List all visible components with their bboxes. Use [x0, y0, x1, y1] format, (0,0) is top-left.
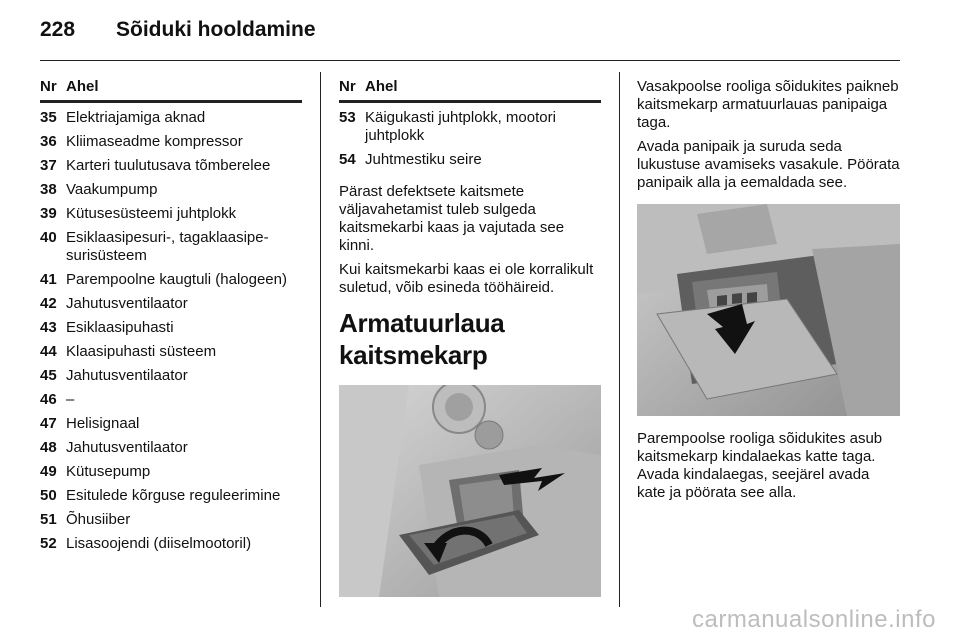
fuse-circuit: Käigukasti juhtplokk, mootori juhtplokk	[365, 109, 556, 144]
fuse-number: 37	[40, 157, 57, 174]
fuse-circuit: Parempoolne kaugtuli (halogeen)	[66, 271, 287, 288]
table-row	[40, 271, 302, 289]
table-row	[40, 367, 302, 385]
fuse-number: 42	[40, 295, 57, 312]
fuse-circuit: Klaasipuhasti süsteem	[66, 343, 217, 360]
fuse-number: 45	[40, 367, 57, 384]
table-row	[40, 157, 302, 175]
column-divider	[320, 72, 321, 607]
fuse-circuit: Esiklaasipesuri-, tagaklaasipesurisüsteem	[66, 229, 269, 264]
fuse-number: 43	[40, 319, 57, 336]
paragraph: Parempoolse rooliga sõidukites asub kaitsmekarp kindalaekas katte taga. Avada kindalaegas, seejärel avada kate ja pöörata see alla.	[637, 430, 883, 501]
fuse-number: 38	[40, 181, 57, 198]
table-header	[339, 78, 601, 103]
column-3	[637, 78, 900, 508]
header-rule	[40, 60, 900, 61]
fuse-number: 36	[40, 133, 57, 150]
table-row	[40, 133, 302, 151]
fuse-circuit: Jahutusventilaator	[66, 367, 188, 384]
header-ahel: Ahel	[66, 78, 99, 95]
fuse-number: 46	[40, 391, 57, 408]
paragraph: Avada panipaik ja suruda seda lukustuse avamiseks vasakule. Pöörata panipaik alla ja eemaldada see.	[637, 138, 900, 191]
fuse-circuit: Helisignaal	[66, 415, 140, 432]
watermark: carmanualsonline.info	[692, 606, 936, 633]
fuse-circuit: Õhusiiber	[66, 511, 131, 528]
section-title: Armatuurlaua kaitsmekarp	[339, 308, 505, 370]
fuse-number: 40	[40, 229, 57, 246]
table-row	[40, 487, 302, 505]
paragraph: Pärast defektsete kaitsmete väljavahetamist tuleb sulgeda kaitsmekarbi kaas ja vajutada see kinni.	[339, 183, 565, 254]
table-row	[339, 109, 601, 145]
table-row	[40, 205, 302, 223]
fuse-circuit: Karteri tuulutusava tõmberelee	[66, 157, 271, 174]
fuse-circuit: Kliimaseadme kompressor	[66, 133, 243, 150]
header-ahel: Ahel	[365, 78, 398, 95]
fuse-circuit: Jahutusventilaator	[66, 295, 188, 312]
fuse-number: 35	[40, 109, 57, 126]
fuse-number: 53	[339, 109, 356, 126]
fuse-circuit: Esitulede kõrguse reguleerimine	[66, 487, 281, 504]
figure-dashboard-fusebox-lhd	[339, 385, 601, 597]
fuse-circuit: Juhtmestiku seire	[365, 151, 482, 168]
header-nr: Nr	[40, 78, 57, 95]
fuse-number: 52	[40, 535, 57, 552]
table-row	[40, 463, 302, 481]
fuse-circuit: Vaakumpump	[66, 181, 158, 198]
fuse-number: 51	[40, 511, 57, 528]
table-row	[339, 151, 601, 169]
table-row	[40, 109, 302, 127]
table-row	[40, 439, 302, 457]
figure-storage-compartment-removal	[637, 204, 900, 416]
paragraph: Kui kaitsmekarbi kaas ei ole korralikult suletud, võib esineda tööhäireid.	[339, 261, 594, 296]
fuse-circuit: Kütusepump	[66, 463, 151, 480]
fuse-number: 54	[339, 151, 356, 168]
fuse-number: 48	[40, 439, 57, 456]
page-header	[40, 18, 316, 42]
table-row	[40, 511, 302, 529]
fuse-number: 41	[40, 271, 57, 288]
fuse-number: 39	[40, 205, 57, 222]
fuse-number: 50	[40, 487, 57, 504]
column-divider	[619, 72, 620, 607]
fuse-number: 47	[40, 415, 57, 432]
table-row	[40, 181, 302, 199]
table-row	[40, 295, 302, 313]
table-row	[40, 229, 302, 265]
paragraph: Vasakpoolse rooliga sõidukites paikneb kaitsmekarp armatuurlauas panipaiga taga.	[637, 78, 899, 131]
table-row	[40, 535, 302, 553]
header-nr: Nr	[339, 78, 356, 95]
table-row	[40, 415, 302, 433]
table-row	[40, 391, 302, 409]
page-number: 228	[40, 18, 76, 41]
column-2	[339, 78, 601, 597]
fuse-circuit: Esiklaasipuhasti	[66, 319, 174, 336]
fuse-circuit: –	[66, 391, 75, 408]
page-title: Sõiduki hooldamine	[116, 18, 316, 41]
fuse-circuit: Elektriajamiga aknad	[66, 109, 206, 126]
table-row	[40, 319, 302, 337]
fuse-circuit: Jahutusventilaator	[66, 439, 188, 456]
fuse-circuit: Kütusesüsteemi juhtplokk	[66, 205, 237, 222]
table-header	[40, 78, 302, 103]
table-row	[40, 343, 302, 361]
fuse-number: 49	[40, 463, 57, 480]
fuse-circuit: Lisasoojendi (diiselmootoril)	[66, 535, 252, 552]
fuse-table-1	[40, 78, 302, 559]
fuse-number: 44	[40, 343, 57, 360]
